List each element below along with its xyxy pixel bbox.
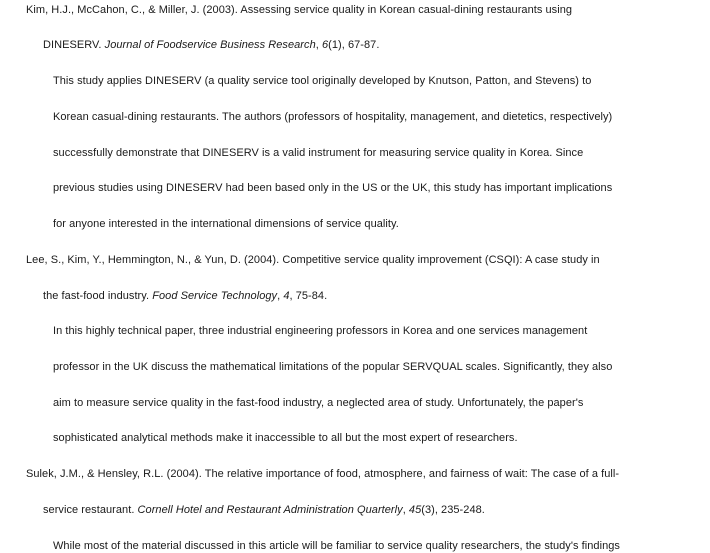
annotation-line: sophisticated analytical methods make it inaccessible to all but the most expert of researchers.: [53, 432, 518, 444]
journal-title: Food Service Technology: [152, 290, 278, 302]
citation-text: service restaurant.: [43, 504, 138, 516]
annotation-line: Korean casual-dining restaurants. The authors (professors of hospitality, management, and dietetics, respectively): [53, 111, 613, 123]
citation-pages: (3), 235-248.: [421, 504, 485, 516]
journal-volume: 6: [321, 39, 329, 51]
annotation-line: successfully demonstrate that DINESERV is a valid instrument for measuring service quality in Korea. Since: [53, 147, 584, 159]
citation-pages: (1), 67-87.: [328, 39, 380, 51]
citation-separator: ,: [315, 39, 322, 51]
citation-second-line: [43, 289, 327, 303]
citation-text: DINESERV.: [43, 39, 105, 51]
journal-title: Journal of Foodservice Business Research: [104, 39, 316, 51]
citation-second-line: [43, 38, 379, 52]
annotation-line: previous studies using DINESERV had been based only in the US or the UK, this study has important implications: [53, 182, 613, 194]
annotation-line: for anyone interested in the international dimensions of service quality.: [53, 218, 399, 230]
citation-second-line: [43, 503, 485, 517]
citation-first-line: Lee, S., Kim, Y., Hemmington, N., & Yun, D. (2004). Competitive service quality improvement (CSQI): A case study in: [26, 254, 600, 266]
citation-text: the fast-food industry.: [43, 290, 153, 302]
citation-first-line: Kim, H.J., McCahon, C., & Miller, J. (2003). Assessing service quality in Korean casual-dining restaurants using: [26, 4, 573, 16]
annotation-line: aim to measure service quality in the fast-food industry, a neglected area of study. Unfortunately, the paper's: [53, 397, 584, 409]
citation-separator: ,: [277, 290, 284, 302]
annotation-line: professor in the UK discuss the mathematical limitations of the popular SERVQUAL scales. Significantly, they also: [53, 361, 613, 373]
journal-title: Cornell Hotel and Restaurant Administration Quarterly: [137, 504, 403, 516]
journal-volume: 45: [408, 504, 422, 516]
annotation-line: This study applies DINESERV (a quality service tool originally developed by Knutson, Patton, and Stevens) to: [53, 75, 592, 87]
annotation-line: In this highly technical paper, three industrial engineering professors in Korea and one services management: [53, 325, 588, 337]
citation-separator: ,: [402, 504, 409, 516]
citation-first-line: Sulek, J.M., & Hensley, R.L. (2004). The relative importance of food, atmosphere, and fairness of wait: The case of a full-: [26, 468, 620, 480]
annotation-line: While most of the material discussed in this article will be familiar to service quality researchers, the study's findings: [53, 540, 620, 552]
citation-pages: , 75-84.: [289, 290, 328, 302]
journal-volume: 4: [283, 290, 290, 302]
